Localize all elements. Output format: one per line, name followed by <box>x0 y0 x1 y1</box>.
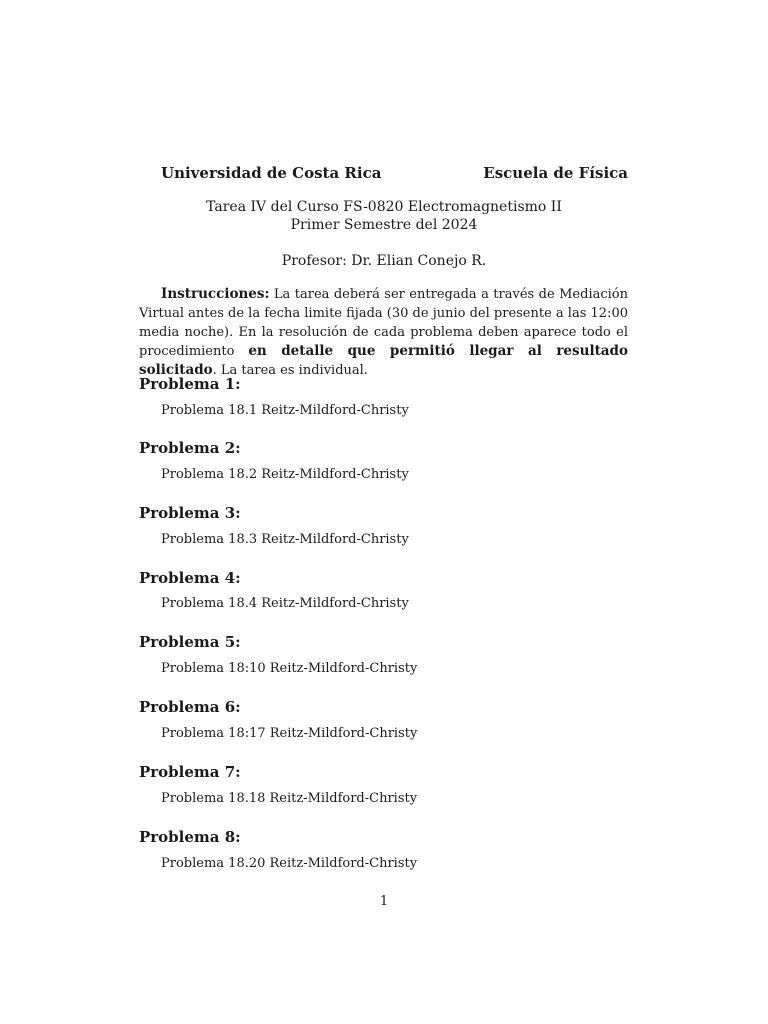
semester: Primer Semestre del 2024 <box>290 217 478 233</box>
problem-heading-6: Problema 6: <box>139 698 241 716</box>
instructions-bold-text: en detalle que permitió llegar al resultado solicitado <box>139 343 628 378</box>
problem-text-8: Problema 18.20 Reitz-Mildford-Christy <box>161 856 418 871</box>
problem-heading-2: Problema 2: <box>139 439 241 457</box>
course-title: Tarea IV del Curso FS-0820 Electromagnetismo II <box>206 199 562 215</box>
school-name: Escuela de Física <box>483 164 628 182</box>
problem-heading-8: Problema 8: <box>139 828 241 846</box>
problem-text-5: Problema 18:10 Reitz-Mildford-Christy <box>161 661 418 676</box>
problem-heading-1: Problema 1: <box>139 375 241 393</box>
problem-text-1: Problema 18.1 Reitz-Mildford-Christy <box>161 403 409 418</box>
professor: Profesor: Dr. Elian Conejo R. <box>281 253 487 269</box>
university-name: Universidad de Costa Rica <box>161 164 382 182</box>
problem-text-3: Problema 18.3 Reitz-Mildford-Christy <box>161 532 409 547</box>
instructions-label: Instrucciones: <box>161 286 270 302</box>
problem-heading-4: Problema 4: <box>139 569 241 587</box>
problem-heading-5: Problema 5: <box>139 633 241 651</box>
problem-text-2: Problema 18.2 Reitz-Mildford-Christy <box>161 467 409 482</box>
page-number: 1 <box>379 894 389 909</box>
problem-text-4: Problema 18.4 Reitz-Mildford-Christy <box>161 596 409 611</box>
instructions-text-2: . La tarea es individual. <box>212 363 368 378</box>
document-header <box>161 163 628 183</box>
problem-text-7: Problema 18.18 Reitz-Mildford-Christy <box>161 791 418 806</box>
problem-heading-7: Problema 7: <box>139 763 241 781</box>
problem-heading-3: Problema 3: <box>139 504 241 522</box>
problem-text-6: Problema 18:17 Reitz-Mildford-Christy <box>161 726 418 741</box>
instructions-text-1: La tarea deberá ser entregada a través de Mediación Virtual antes de la fecha limite fijada (30 de junio del presente a las 12:00 media noche). En la resolución de cada problema deben aparece todo el procedimiento <box>139 287 628 359</box>
instructions-paragraph <box>139 285 628 380</box>
